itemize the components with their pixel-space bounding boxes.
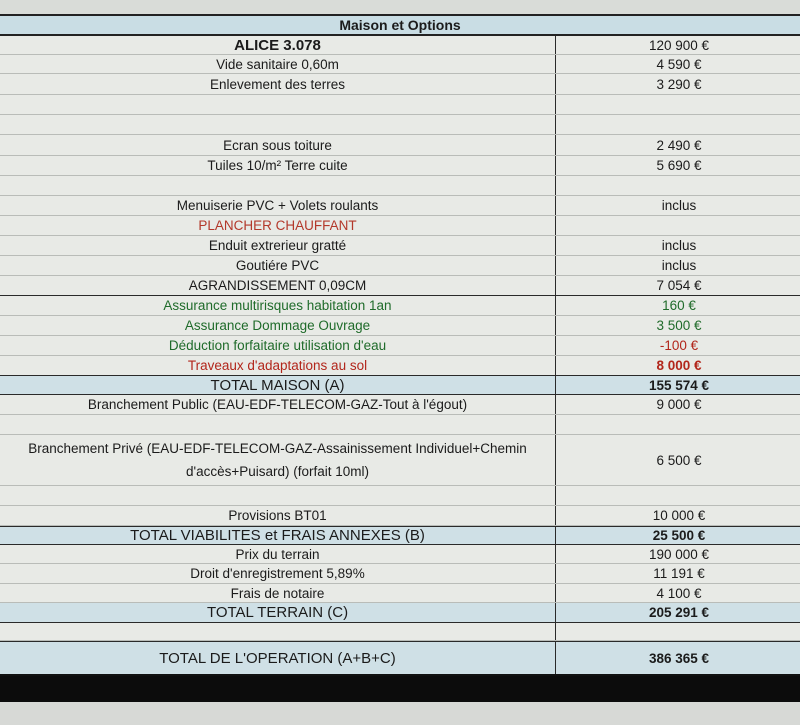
row-value: 10 000 € [652,508,706,523]
table-row [0,74,800,95]
table-row [0,564,800,584]
row-value: 5 690 € [656,158,702,173]
total-label: TOTAL VIABILITES et FRAIS ANNEXES (B) [0,527,556,544]
row-value: -100 € [659,338,699,353]
row-value: inclus [661,238,697,253]
sheet-title: Maison et Options [0,14,800,36]
row-label: Assurance multirisques habitation 1an [0,296,556,315]
total-row [0,603,800,623]
row-label: Branchement Public (EAU-EDF-TELECOM-GAZ-Tout à l'égout) [0,395,556,414]
row-value: 4 590 € [656,56,702,72]
row-label: Vide sanitaire 0,60m [0,55,556,73]
row-label: Ecran sous toiture [0,135,556,155]
table-row [0,256,800,276]
table-row [0,395,800,415]
table-row [0,545,800,564]
row-value: 3 290 € [656,76,702,92]
row-label: Tuiles 10/m² Terre cuite [0,156,556,175]
row-value: 120 900 € [648,37,710,53]
table-row-empty [0,623,800,641]
row-label: Menuiserie PVC + Volets roulants [0,196,556,215]
total-value: 205 291 € [648,605,710,620]
total-value: 155 574 € [648,377,710,393]
row-value: inclus [661,198,697,213]
table-row [0,435,800,486]
table-row [0,356,800,376]
row-label: Frais de notaire [0,584,556,602]
table-row [0,36,800,55]
screen-bezel [0,676,800,702]
table-row-empty [0,415,800,435]
table-row [0,236,800,256]
row-label: Prix du terrain [0,545,556,563]
row-label: Assurance Dommage Ouvrage [0,316,556,335]
table-row [0,216,800,236]
row-label: Déduction forfaitaire utilisation d'eau [0,336,556,355]
row-label: Enduit extrerieur gratté [0,236,556,255]
total-row [0,526,800,545]
table-row [0,135,800,156]
table-row [0,276,800,296]
table-row-empty [0,486,800,506]
table-row [0,316,800,336]
table-row-empty [0,176,800,196]
row-value: 8 000 € [656,358,702,373]
row-label: Traveaux d'adaptations au sol [0,356,556,375]
row-value: 9 000 € [656,397,702,412]
grand-total-value: 386 365 € [648,650,710,666]
grand-total-row [0,641,800,676]
total-label: TOTAL TERRAIN (C) [0,603,556,622]
table-row [0,55,800,74]
table-row [0,296,800,316]
table-row [0,336,800,356]
table-row-empty [0,95,800,115]
row-value: 4 100 € [656,585,702,601]
row-value: 6 500 € [656,452,702,468]
row-value: 7 054 € [656,278,702,293]
row-label: Droit d'enregistrement 5,89% [0,564,556,583]
total-value: 25 500 € [652,528,706,543]
row-label: Enlevement des terres [0,74,556,94]
total-row [0,376,800,395]
total-label: TOTAL MAISON (A) [0,376,556,394]
row-value: 190 000 € [648,546,710,562]
row-value [558,216,800,235]
row-label: Branchement Privé (EAU-EDF-TELECOM-GAZ-Assainissement Individuel+Chemin d'accès+Puisard) (forfait 10ml) [0,435,556,485]
row-value: 160 € [662,298,696,313]
table-row [0,584,800,603]
spreadsheet [0,14,800,676]
table-row-empty [0,115,800,135]
row-label: Goutiére PVC [0,256,556,275]
grand-total-label: TOTAL DE L'OPERATION (A+B+C) [0,642,556,674]
row-value: 2 490 € [656,137,702,153]
table-row [0,196,800,216]
row-label: Provisions BT01 [0,506,556,525]
row-value: 11 191 € [653,566,705,581]
desk-surface [0,702,800,725]
row-value: 3 500 € [656,318,702,333]
row-label: ALICE 3.078 [0,36,556,54]
row-label: PLANCHER CHAUFFANT [0,216,556,235]
table-row [0,156,800,176]
row-value: inclus [661,258,697,273]
table-row [0,506,800,526]
row-label: AGRANDISSEMENT 0,09CM [0,276,556,295]
